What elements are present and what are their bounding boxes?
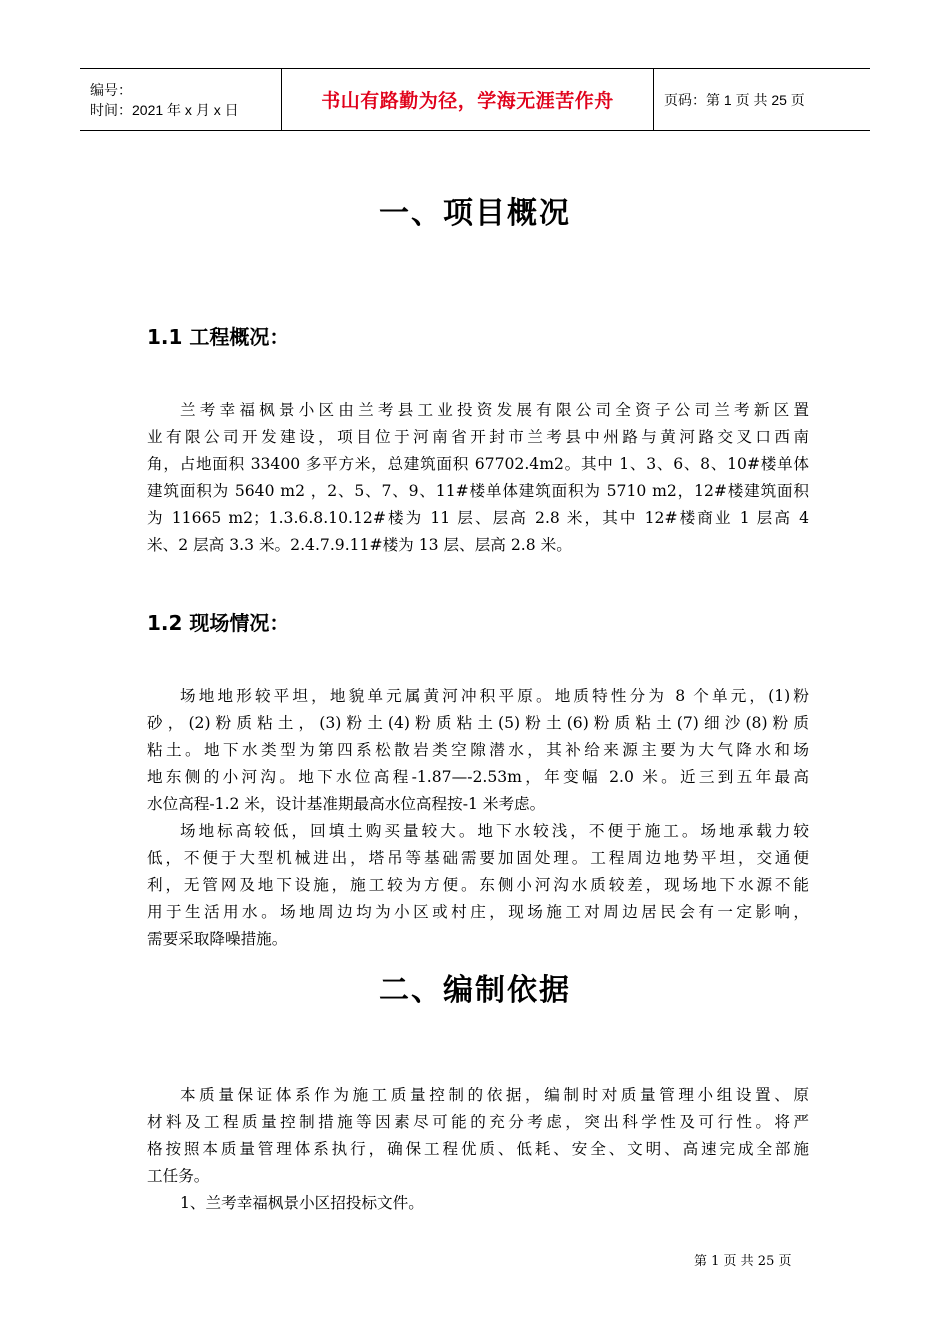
paragraph-line: 本质量保证体系作为施工质量控制的依据，编制时对质量管理小组设置、原 — [180, 1086, 809, 1104]
header-meta — [80, 69, 282, 130]
paragraph-line: 为 11665 m2；1.3.6.8.10.12#楼为 11 层、层高 2.8 米，其中 12#楼商业 1 层高 4 — [147, 509, 809, 527]
paragraph-line: 场地标高较低，回填土购买量较大。地下水较浅，不便于施工。场地承载力较 — [180, 822, 809, 840]
header-page-info — [654, 69, 870, 130]
paragraph-line: 角，占地面积 33400 多平方米，总建筑面积 67702.4m2。其中 1、3、6、8、10#楼单体 — [147, 455, 809, 473]
site-conditions-paragraph-2 — [147, 818, 809, 953]
paragraph-line: 工任务。 — [147, 1167, 210, 1185]
project-overview-paragraph — [147, 397, 809, 559]
basis-paragraph — [147, 1082, 809, 1217]
paragraph-line: 粘土。地下水类型为第四系松散岩类空隙潜水，其补给来源主要为大气降水和场 — [147, 741, 809, 759]
paragraph-line: 利，无管网及地下设施，施工较为方便。东侧小河沟水质较差，现场地下水源不能 — [147, 876, 809, 894]
paragraph-line: 地东侧的小河沟。地下水位高程-1.87—-2.53m，年变幅 2.0 米。近三到五年最高 — [147, 768, 809, 786]
paragraph-line: 建筑面积为 5640 m2 ，2、5、7、9、11#楼单体建筑面积为 5710 m2，12#楼建筑面积 — [147, 482, 809, 500]
motto-text: 书山有路勤为径，学海无涯苦作舟 — [321, 90, 614, 112]
section-title-basis: 二、编制依据 — [379, 973, 571, 1008]
paragraph-line: 业有限公司开发建设，项目位于河南省开封市兰考县中州路与黄河路交叉口西南 — [147, 428, 809, 446]
paragraph-line: 砂，(2)粉质粘土，(3)粉土(4)粉质粘土(5)粉土(6)粉质粘土(7)细沙(8)粉质 — [147, 714, 809, 732]
paragraph-line: 材料及工程质量控制措施等因素尽可能的充分考虑，突出科学性及可行性。将严 — [147, 1113, 809, 1131]
paragraph-line: 场地地形较平坦，地貌单元属黄河冲积平原。地质特性分为 8 个单元，(1)粉 — [180, 687, 809, 705]
site-conditions-paragraph-1 — [147, 683, 809, 818]
page-footer: 第 1 页 共 25 页 — [694, 1254, 792, 1269]
paragraph-line: 水位高程-1.2 米，设计基准期最高水位高程按-1 米考虑。 — [147, 795, 546, 813]
page-header — [80, 68, 870, 131]
header-motto — [282, 69, 654, 130]
paragraph-line: 格按照本质量管理体系执行，确保工程优质、低耗、安全、文明、高速完成全部施 — [147, 1140, 809, 1158]
header-number: 编号： — [90, 81, 132, 98]
section-title-overview: 一、项目概况 — [379, 196, 571, 231]
paragraph-line: 需要采取降噪措施。 — [147, 930, 288, 948]
paragraph-line: 用于生活用水。场地周边均为小区或村庄，现场施工对周边居民会有一定影响， — [147, 903, 809, 921]
header-page-number: 页码：第 1 页 共 25 页 — [664, 91, 805, 108]
subsection-title-site: 1.2 现场情况： — [147, 611, 290, 635]
paragraph-line: 米、2 层高 3.3 米。2.4.7.9.11#楼为 13 层、层高 2.8 米。 — [147, 536, 572, 554]
paragraph-line: 兰考幸福枫景小区由兰考县工业投资发展有限公司全资子公司兰考新区置 — [180, 401, 809, 419]
paragraph-line: 低，不便于大型机械进出，塔吊等基础需要加固处理。工程周边地势平坦，交通便 — [147, 849, 809, 867]
header-time: 时间：2021 年 x 月 x 日 — [90, 101, 239, 118]
subsection-title-project: 1.1 工程概况： — [147, 325, 290, 349]
list-item: 1、兰考幸福枫景小区招投标文件。 — [180, 1194, 424, 1212]
